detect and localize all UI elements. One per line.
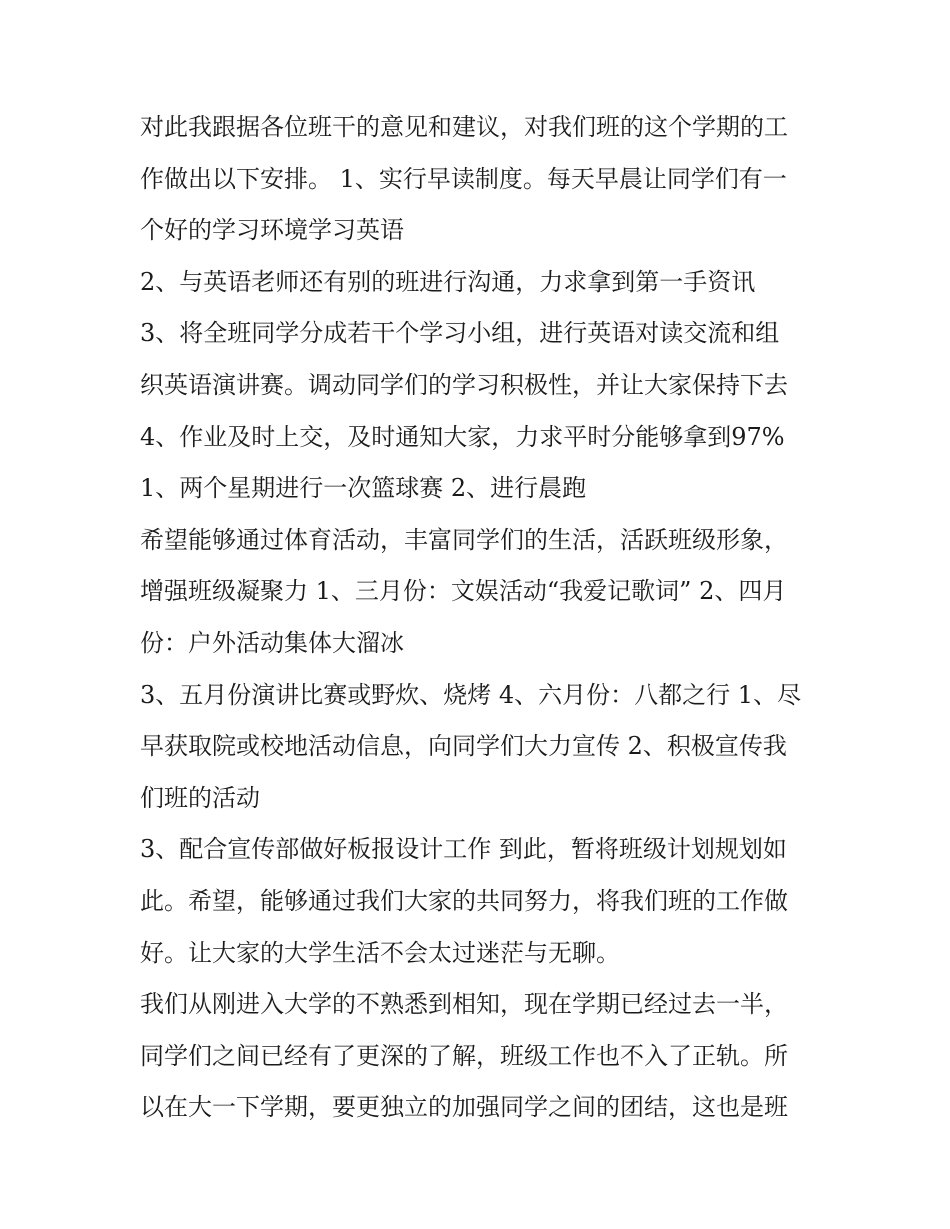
- text-line: 份：户外活动集体大溜冰: [140, 628, 404, 657]
- document-body: [140, 102, 812, 1134]
- text-line: 1、两个星期进行一次篮球赛 2、进行晨跑: [140, 474, 587, 503]
- text-line: 好。让大家的大学生活不会太过迷茫与无聊。: [140, 938, 620, 967]
- text-line: 此。希望，能够通过我们大家的共同努力，将我们班的工作做: [140, 886, 788, 915]
- text-line: 个好的学习环境学习英语: [140, 216, 404, 245]
- text-line: 们班的活动: [140, 783, 260, 812]
- text-line: 早获取院或校地活动信息，向同学们大力宣传 2、积极宣传我: [140, 732, 787, 761]
- text-line: 我们从刚进入大学的不熟悉到相知，现在学期已经过去一半，: [140, 990, 788, 1019]
- text-line: 对此我跟据各位班干的意见和建议，对我们班的这个学期的工: [140, 113, 788, 141]
- text-line: 3、配合宣传部做好板报设计工作 到此，暂将班级计划规划如: [140, 835, 787, 864]
- text-line: 4、作业及时上交，及时通知大家，力求平时分能够拿到97%: [140, 422, 785, 451]
- text-line: 作做出以下安排。 1、实行早读制度。每天早晨让同学们有一: [140, 164, 787, 193]
- text-line: 3、将全班同学分成若干个学习小组，进行英语对读交流和组: [140, 319, 780, 348]
- text-line: 以在大一下学期，要更独立的加强同学之间的团结，这也是班: [140, 1093, 788, 1122]
- text-line: 2、与英语老师还有别的班进行沟通，力求拿到第一手资讯: [140, 267, 756, 296]
- text-line: 增强班级凝聚力 1、三月份：文娱活动“我爱记歌词” 2、四月: [140, 577, 787, 606]
- text-line: 希望能够通过体育活动，丰富同学们的生活，活跃班级形象，: [140, 525, 788, 554]
- text-line: 同学们之间已经有了更深的了解，班级工作也不入了正轨。所: [140, 1041, 788, 1070]
- text-line: 3、五月份演讲比赛或野炊、烧烤 4、六月份：八都之行 1、尽: [140, 680, 802, 709]
- text-line: 织英语演讲赛。调动同学们的学习积极性，并让大家保持下去: [140, 370, 788, 399]
